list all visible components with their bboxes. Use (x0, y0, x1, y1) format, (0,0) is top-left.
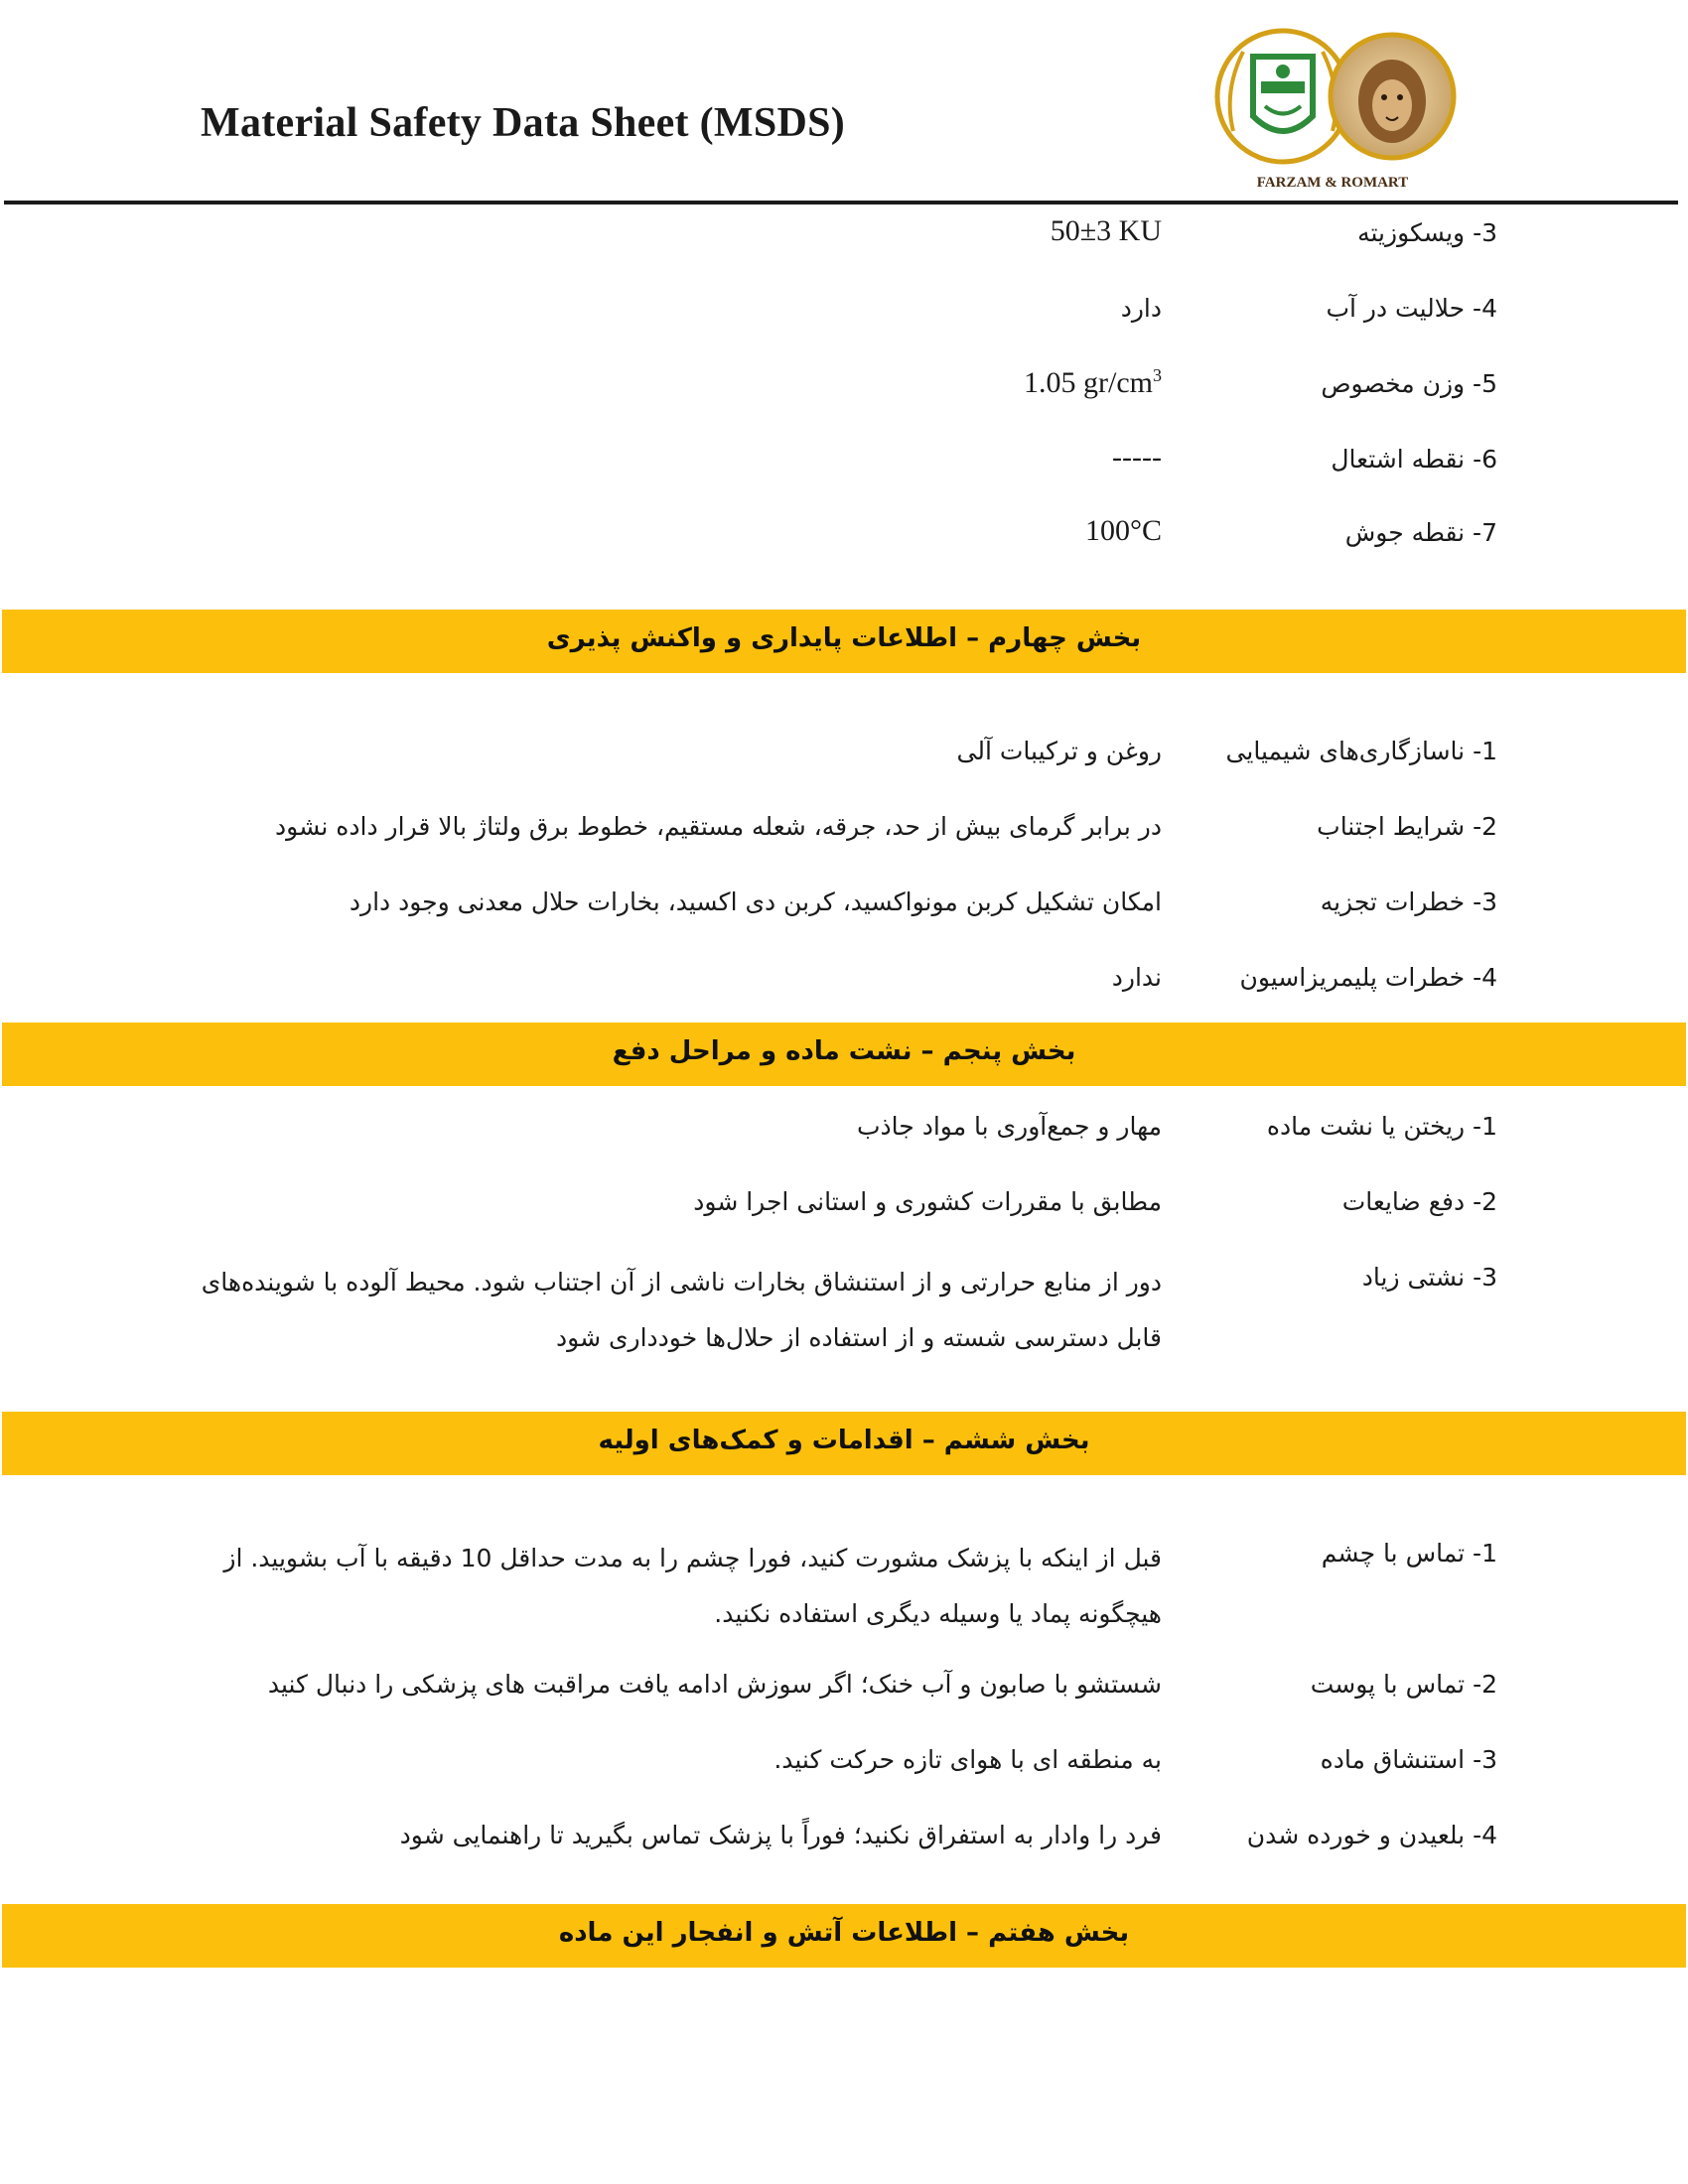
section-title: بخش چهارم – اطلاعات پایداری و واکنش پذیری (546, 623, 1142, 653)
row-value: دور از منابع حرارتی و از استنشاق بخارات ناشی از آن اجتناب شود. محیط آلوده با شوینده‌های قابل دسترسی شسته و از استفاده از حلال‌ها خودداری شود (201, 1268, 1162, 1352)
company-logo (1203, 22, 1462, 201)
header-rule (4, 201, 1678, 205)
section-header-5 (2, 1023, 1686, 1086)
document-title: Material Safety Data Sheet (MSDS) (201, 100, 846, 146)
section-6-row (0, 1670, 1688, 1729)
section-6-row (0, 1821, 1688, 1880)
property-label: 7- نقطه جوش (1344, 518, 1497, 547)
property-row (0, 214, 1688, 278)
section-4-row (0, 963, 1688, 1023)
row-label: 1- ناسازگاری‌های شیمیایی (1225, 737, 1497, 765)
property-value (1024, 365, 1162, 400)
row-value: شستشو با صابون و آب خنک؛ اگر سوزش ادامه یافت مراقبت های پزشکی را دنبال کنید (267, 1670, 1162, 1699)
row-label: 2- شرایط اجتناب (1317, 812, 1497, 841)
property-value: 100°C (1084, 514, 1162, 547)
row-value: روغن و ترکیبات آلی (956, 737, 1162, 765)
section-4-row (0, 737, 1688, 796)
section-header-7 (2, 1904, 1686, 1968)
section-title: بخش ششم – اقدامات و کمک‌های اولیه (598, 1426, 1090, 1455)
section-6-row (0, 1745, 1688, 1805)
row-label: 3- خطرات تجزیه (1320, 887, 1497, 916)
row-value: امکان تشکیل کربن مونواکسید، کربن دی اکسید، بخارات حلال معدنی وجود دارد (349, 887, 1162, 916)
property-value: دارد (1120, 294, 1162, 323)
section-5-row (0, 1112, 1688, 1171)
row-label: 3- نشتی زیاد (1361, 1263, 1497, 1292)
row-value: ندارد (1111, 963, 1162, 992)
row-value: قبل از اینکه با پزشک مشورت کنید، فورا چشم را به مدت حداقل 10 دقیقه با آب بشویید. از هیچگونه پماد یا وسیله دیگری استفاده نکنید. (223, 1544, 1162, 1628)
row-label: 3- استنشاق ماده (1320, 1745, 1497, 1774)
section-5-row (0, 1187, 1688, 1247)
property-label: 3- ویسکوزیته (1357, 218, 1497, 247)
row-value: مهار و جمع‌آوری با مواد جاذب (857, 1112, 1162, 1141)
section-6-row (0, 1539, 1688, 1658)
property-value-superscript: 3 (1153, 365, 1162, 385)
section-5-row (0, 1263, 1688, 1382)
section-title: بخش پنجم – نشت ماده و مراحل دفع (612, 1036, 1076, 1066)
property-row (0, 441, 1688, 504)
row-label: 4- بلعیدن و خورده شدن (1246, 1821, 1497, 1849)
row-value: فرد را وادار به استفراق نکنید؛ فوراً با پزشک تماس بگیرید تا راهنمایی شود (399, 1821, 1162, 1849)
property-label: 5- وزن مخصوص (1321, 369, 1497, 398)
property-value: ----- (1112, 441, 1162, 474)
row-value: در برابر گرمای بیش از حد، جرقه، شعله مستقیم، خطوط برق ولتاژ بالا قرار داده نشود (275, 812, 1162, 841)
row-value: به منطقه ای با هوای تازه حرکت کنید. (774, 1745, 1162, 1774)
property-row (0, 514, 1688, 578)
property-row (0, 365, 1688, 429)
section-header-4 (2, 610, 1686, 673)
section-title: بخش هفتم – اطلاعات آتش و انفجار این ماده (558, 1918, 1130, 1948)
row-value: مطابق با مقررات کشوری و استانی اجرا شود (693, 1187, 1162, 1216)
property-label: 4- حلالیت در آب (1326, 294, 1497, 323)
section-4-row (0, 812, 1688, 872)
logo-caption: FARZAM & ROMART (1256, 175, 1409, 191)
row-label: 1- تماس با چشم (1321, 1539, 1497, 1568)
property-value: 50±3 KU (1050, 214, 1162, 247)
row-label: 2- تماس با پوست (1310, 1670, 1497, 1699)
row-label: 2- دفع ضایعات (1341, 1187, 1497, 1216)
row-label: 4- خطرات پلیمریزاسیون (1239, 963, 1497, 992)
section-header-6 (2, 1412, 1686, 1475)
property-value-text: 1.05 gr/cm (1024, 366, 1153, 399)
property-label: 6- نقطه اشتعال (1331, 445, 1497, 474)
section-4-row (0, 887, 1688, 947)
property-row (0, 294, 1688, 353)
row-label: 1- ریختن یا نشت ماده (1266, 1112, 1497, 1141)
